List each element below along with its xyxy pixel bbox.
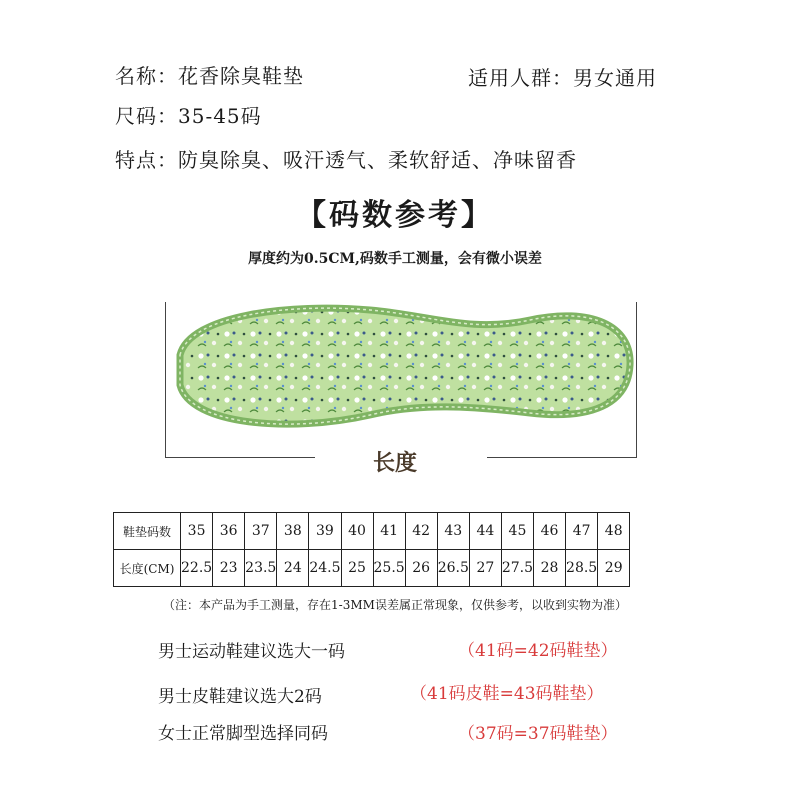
length-cell: 28 — [534, 550, 566, 587]
thickness-note: 厚度约为0.5CM,码数手工测量，会有微小误差 — [248, 251, 542, 267]
length-cell: 27.5 — [501, 550, 533, 587]
product-audience: 适用人群：男女通用 — [468, 66, 657, 90]
size-cell: 44 — [469, 513, 501, 550]
length-cell: 22.5 — [181, 550, 213, 587]
size-cell: 35 — [181, 513, 213, 550]
length-label: 长度 — [372, 451, 417, 476]
size-cell: 42 — [405, 513, 437, 550]
length-cell: 24 — [277, 550, 309, 587]
size-reference-title: 【码数参考】 — [296, 198, 494, 233]
size-row — [114, 513, 630, 550]
length-frame-right — [636, 302, 637, 458]
length-cell: 23.5 — [245, 550, 277, 587]
product-name: 名称：花香除臭鞋垫 — [115, 64, 304, 88]
size-cell: 39 — [309, 513, 341, 550]
size-cell: 47 — [566, 513, 598, 550]
recommendation-text: 女士正常脚型选择同码 — [158, 724, 328, 744]
insole-image — [170, 285, 640, 455]
length-cell: 23 — [213, 550, 245, 587]
length-row — [114, 550, 630, 587]
size-cell: 41 — [373, 513, 405, 550]
length-cell: 28.5 — [566, 550, 598, 587]
recommendation-example: （41码=42码鞋垫） — [458, 641, 618, 661]
size-cell: 48 — [598, 513, 630, 550]
recommendation-example: （37码=37码鞋垫） — [458, 724, 618, 744]
size-cell: 40 — [341, 513, 373, 550]
length-cell: 27 — [469, 550, 501, 587]
size-cell: 46 — [534, 513, 566, 550]
size-cell: 43 — [437, 513, 469, 550]
length-cell: 29 — [598, 550, 630, 587]
length-cell: 25 — [341, 550, 373, 587]
length-frame-left — [165, 302, 166, 458]
size-cell: 45 — [501, 513, 533, 550]
length-cell: 25.5 — [373, 550, 405, 587]
length-cell: 24.5 — [309, 550, 341, 587]
length-row-header: 长度(CM) — [114, 550, 181, 587]
recommendation-example: （41码皮鞋=43码鞋垫） — [410, 684, 604, 704]
size-cell: 36 — [213, 513, 245, 550]
length-cell: 26 — [405, 550, 437, 587]
product-size-range: 尺码：35-45码 — [115, 104, 262, 128]
recommendation-text: 男士运动鞋建议选大一码 — [158, 642, 345, 662]
measurement-note: （注：本产品为手工测量，存在1-3MM误差属正常现象，仅供参考，以收到实物为准） — [163, 598, 627, 612]
product-features: 特点：防臭除臭、吸汗透气、柔软舒适、净味留香 — [115, 148, 577, 172]
size-table — [113, 512, 630, 587]
recommendation-text: 男士皮鞋建议选大2码 — [158, 687, 322, 707]
length-cell: 26.5 — [437, 550, 469, 587]
size-cell: 37 — [245, 513, 277, 550]
insole-illustration — [170, 285, 640, 455]
size-cell: 38 — [277, 513, 309, 550]
size-row-header: 鞋垫码数 — [114, 513, 181, 550]
